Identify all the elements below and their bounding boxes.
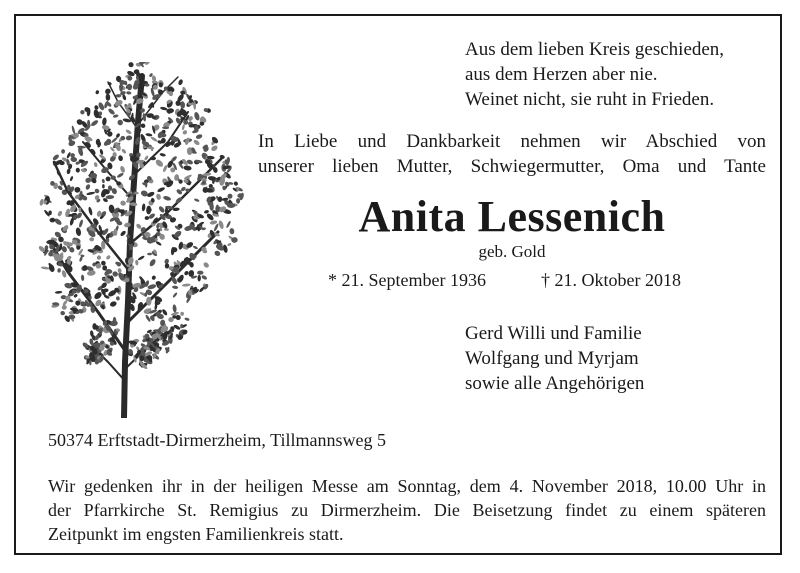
leaf xyxy=(214,250,222,257)
mourner-line: Wolfgang und Myrjam xyxy=(465,348,639,369)
leaf xyxy=(66,242,73,246)
leaf xyxy=(163,333,168,341)
leaf xyxy=(78,219,83,228)
leaf xyxy=(61,149,65,154)
leaf xyxy=(120,230,127,237)
leaf xyxy=(218,220,225,230)
leaf xyxy=(119,165,125,173)
leaf xyxy=(88,206,93,215)
leaf xyxy=(166,108,174,114)
leaf xyxy=(227,242,232,246)
leaf xyxy=(198,286,205,293)
family-address: 50374 Erftstadt-Dirmerzheim, Tillmannsweg 5 xyxy=(48,430,386,450)
leaf xyxy=(115,133,120,139)
leaf xyxy=(61,304,67,310)
leaf xyxy=(81,274,85,281)
leaf xyxy=(105,254,111,260)
leaf xyxy=(57,268,61,273)
leaf xyxy=(183,165,192,171)
leaf xyxy=(127,83,133,90)
leaf xyxy=(210,144,218,152)
leaf xyxy=(126,91,132,95)
leaf xyxy=(127,62,134,68)
leaf xyxy=(180,311,184,316)
leaf xyxy=(202,261,209,268)
leaf xyxy=(102,117,107,125)
leaf xyxy=(193,139,201,146)
leaf xyxy=(209,220,217,225)
leaf xyxy=(197,270,204,274)
leaf xyxy=(172,285,179,289)
leaf xyxy=(193,111,200,121)
mourners-list xyxy=(465,321,644,396)
leaf xyxy=(97,102,105,112)
leaf xyxy=(182,129,188,135)
leaf xyxy=(87,270,96,276)
leaf xyxy=(178,241,184,250)
leaf xyxy=(204,210,210,215)
leaf xyxy=(107,108,115,116)
deceased-name: Anita Lessenich xyxy=(358,192,666,241)
leaf xyxy=(75,168,80,173)
leaf xyxy=(183,270,189,276)
leaf xyxy=(158,205,166,213)
leaf xyxy=(75,227,82,236)
leaf xyxy=(113,114,119,118)
leaf xyxy=(155,241,162,247)
leaf xyxy=(105,94,110,101)
leaf xyxy=(229,228,234,235)
leaf xyxy=(146,297,151,306)
leaf xyxy=(99,149,104,156)
leaf xyxy=(172,304,177,313)
leaf xyxy=(137,255,145,261)
leaf xyxy=(53,217,62,226)
leaf xyxy=(226,220,232,228)
leaf xyxy=(147,253,152,256)
leaf xyxy=(233,181,239,187)
leaf xyxy=(97,255,101,260)
leaf xyxy=(178,79,184,86)
leaf xyxy=(115,94,121,97)
leaf xyxy=(106,195,115,199)
leaf xyxy=(164,228,169,231)
poem-line: aus dem Herzen aber nie. xyxy=(465,64,658,85)
leaf xyxy=(117,119,124,126)
leaf xyxy=(55,291,63,294)
birth-name: geb. Gold xyxy=(478,242,546,261)
leaf xyxy=(116,172,124,178)
memorial-poem xyxy=(465,37,724,112)
tree-illustration xyxy=(38,62,248,418)
leaf xyxy=(126,135,133,140)
leaf xyxy=(135,260,139,266)
leaf xyxy=(74,187,81,193)
leaf xyxy=(89,237,94,242)
leaf xyxy=(163,195,172,201)
poem-line: Weinet nicht, sie ruht in Frieden. xyxy=(465,89,715,110)
leaf xyxy=(236,198,240,204)
mourner-line: Gerd Willi und Familie xyxy=(465,323,642,344)
leaf xyxy=(151,275,156,280)
leaf xyxy=(117,268,122,274)
leaf xyxy=(69,176,73,182)
leaf xyxy=(111,176,116,180)
leaf xyxy=(67,185,71,192)
leaf xyxy=(197,275,201,282)
mass-announcement xyxy=(48,474,766,546)
leaf xyxy=(201,274,208,280)
leaf xyxy=(159,153,166,158)
leaf xyxy=(160,106,168,111)
leaf xyxy=(86,191,95,195)
leaf xyxy=(172,292,178,298)
leaf xyxy=(121,148,127,154)
leaf xyxy=(85,184,91,191)
farewell-intro xyxy=(258,129,766,179)
leaf xyxy=(227,203,235,208)
leaf xyxy=(90,119,99,127)
leaf xyxy=(39,198,45,206)
leaf xyxy=(145,133,152,137)
mass-line: Zeitpunkt im engsten Familienkreis statt. xyxy=(48,524,344,544)
leaf xyxy=(102,184,105,188)
leaf xyxy=(148,258,156,267)
leaf xyxy=(194,125,199,133)
intro-line: unserer lieben Mutter, Schwiegermutter, Oma und Tante xyxy=(258,156,766,177)
intro-line: In Liebe und Dankbarkeit nehmen wir Abschied von xyxy=(258,131,766,152)
leaf xyxy=(49,218,55,223)
leaf xyxy=(146,205,151,214)
leaf xyxy=(52,154,60,162)
leaf xyxy=(70,156,77,162)
leaf xyxy=(106,177,111,182)
leaf xyxy=(145,216,150,220)
leaf xyxy=(192,245,198,250)
leaf xyxy=(93,162,98,168)
leaf xyxy=(184,317,190,321)
leaf xyxy=(118,155,124,162)
leaf xyxy=(150,136,158,143)
leaf xyxy=(102,179,106,184)
leaf xyxy=(60,311,65,316)
leaf xyxy=(95,90,100,95)
leaf xyxy=(116,296,121,301)
leaf xyxy=(41,266,50,270)
leaf xyxy=(94,188,100,194)
mourner-line: sowie alle Angehörigen xyxy=(465,373,645,394)
leaf xyxy=(120,200,127,207)
leaf xyxy=(182,283,191,287)
leaf xyxy=(155,193,161,200)
leaf xyxy=(57,210,63,217)
leaf xyxy=(94,105,99,110)
leaf xyxy=(154,158,164,168)
leaf xyxy=(146,191,155,198)
leaf xyxy=(195,133,203,139)
mass-line: der Pfarrkirche St. Remigius zu Dirmerzheim. Die Beisetzung findet zu einem späteren xyxy=(48,500,766,520)
leaf xyxy=(157,186,166,193)
leaf xyxy=(194,198,200,203)
mass-line: Wir gedenken ihr in der heiligen Messe am Sonntag, dem 4. November 2018, 10.00 Uhr in xyxy=(48,476,766,496)
leaf xyxy=(109,300,117,307)
poem-line: Aus dem lieben Kreis geschieden, xyxy=(465,39,725,60)
leaf xyxy=(181,124,185,130)
leaf xyxy=(162,165,168,173)
leaf xyxy=(142,203,146,211)
leaf xyxy=(125,129,132,135)
birth-date: * 21. September 1936 xyxy=(328,270,486,290)
death-date: † 21. Oktober 2018 xyxy=(541,270,681,290)
